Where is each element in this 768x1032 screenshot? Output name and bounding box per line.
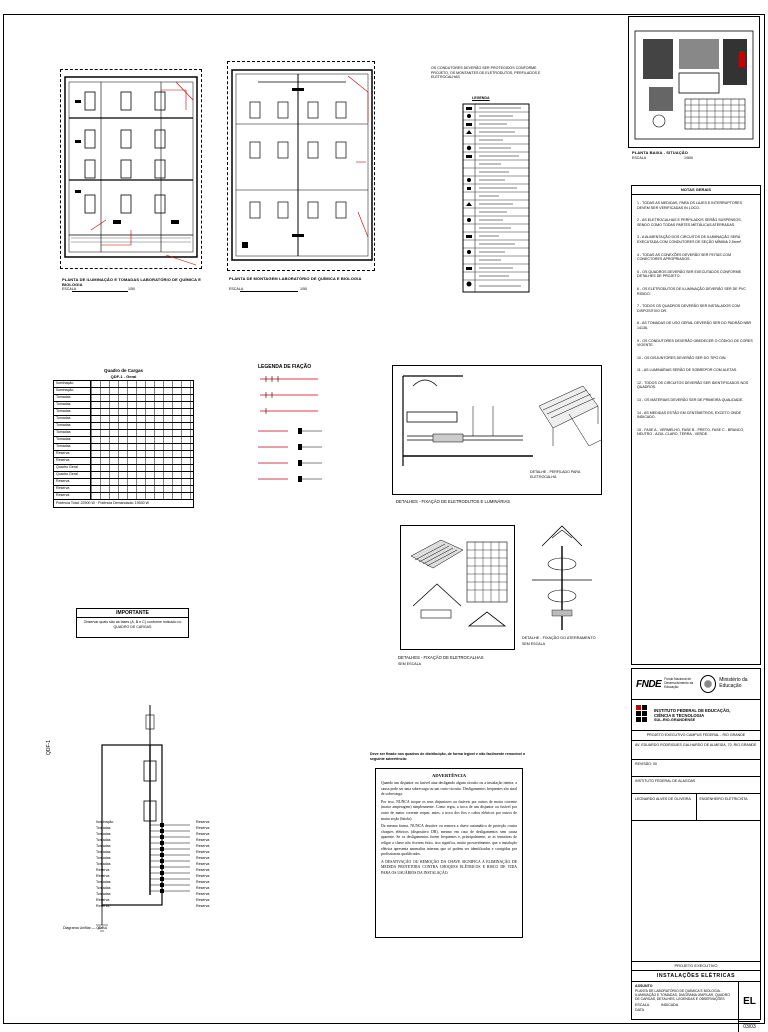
institute-name: INSTITUTO FEDERAL DE EDUCAÇÃO, CIÊNCIA E TECNOLOGIA — [654, 708, 731, 718]
scale-value: INDICADA — [661, 1003, 679, 1008]
load-row-label: Tomadas — [54, 395, 91, 401]
responsible-row — [632, 794, 760, 821]
load-row-label: Tomadas — [54, 444, 91, 450]
drawing-code: EL — [739, 982, 760, 1022]
circuit-label: Tomadas — [96, 826, 111, 830]
diagram-circuits-right — [196, 820, 230, 910]
note-item: 14 - AS MEDIDAS ESTÃO EM CENTÍMETROS, EXCETO ONDE INDICADO. — [637, 410, 741, 420]
circuit-label: Reserva — [196, 832, 210, 836]
mounting-plan-drawing — [228, 62, 376, 272]
project-sector: INSTITUTO FEDERAL DE ALAGOAS — [632, 777, 760, 794]
detail-luminaires-caption: DETALHES - FIXAÇÃO DE ELETRODUTOS E LUMINÁRIAS — [396, 499, 511, 504]
note-item: 2 - AS ELETROCALHAS E PERFILADOS SERÃO SUSPENSOS, SENDO COMO TODAS PARTES METÁLICAS ATERRADAS. — [637, 218, 742, 227]
lighting-plan-scale: 1/50 — [128, 287, 135, 291]
circuit-label: Tomadas — [96, 886, 111, 890]
note-item: 11 - AS LUMINÁRIAS SERÃO DE SOBREPOR COM ALETAS. — [637, 368, 738, 373]
note-item: 15 - FASE A - VERMELHO, FASE B - PRETO, FASE C - BRANCO, NEUTRO - AZUL CLARO, TERRA - VERDE. — [637, 427, 745, 437]
description-text: PLANTA DE LABORATÓRIO DE QUÍMICA E BIOLOGIA - ILUMINAÇÃO E TOMADAS, DIAGRAMA UNIFILAR, QUADRO DE CARGAS, DETALHES, LEGENDAS E OBSERVAÇÕES — [635, 988, 730, 1002]
load-table — [53, 367, 194, 507]
lighting-plan-drawing — [61, 70, 203, 270]
detail-grounding — [522, 520, 602, 635]
circuit-label: Reserva — [196, 844, 210, 848]
circuit-label: Tomadas — [96, 850, 111, 854]
circuit-label: Reserva — [196, 898, 210, 902]
circuit-label: Iluminação — [96, 820, 114, 824]
project-revision: REVISÃO: 00 — [632, 760, 760, 777]
load-row — [54, 472, 193, 479]
site-plan — [628, 16, 760, 148]
notes-title: NOTAS GERAIS — [632, 186, 760, 195]
project-stage: PROJETO EXECUTIVO — [632, 962, 760, 972]
load-row — [54, 493, 193, 500]
notes-list — [632, 195, 760, 451]
circuit-label: Reserva — [196, 820, 210, 824]
circuit-label: Tomadas — [96, 892, 111, 896]
fnde-logo: FNDE — [636, 678, 662, 690]
important-title: IMPORTANTE — [77, 609, 188, 618]
warning-intro: Deve ser fixado nos quadros de distribuição, de forma legível e não facilmente removível o seguinte advertência: — [370, 752, 526, 761]
circuit-label: Tomadas — [96, 832, 111, 836]
circuit-label: Tomadas — [96, 838, 111, 842]
load-table-title: Quadro de Cargas — [103, 368, 143, 373]
load-row-label: Reserva — [54, 493, 91, 499]
detail-grounding-caption: DETALHE - FIXAÇÃO DO ATERRAMENTO — [522, 636, 596, 640]
note-item: 8 - AS TOMADAS DE USO GERAL DEVERÃO SER DO PADRÃO NBR 14136. — [637, 321, 752, 330]
load-row-label: Iluminação — [54, 381, 91, 387]
general-notes — [631, 185, 761, 665]
detail-perfilado-caption: DETALHE - PERFILADO PARA ELETROCALHA — [530, 470, 581, 479]
load-row-label: Quadro Geral — [54, 472, 91, 478]
note-item: 1 - TODAS AS MEDIDAS, PARA OS LAJES E INTERRUPTORES DEVEM SER VERIFICADAS IN LOCO. — [637, 201, 742, 210]
load-row-label: Quadro Geral — [54, 465, 91, 471]
circuit-label: Tomadas — [96, 880, 111, 884]
note-item: 10 - OS DISJUNTORES DEVERÃO SER DO TIPO DIN. — [637, 355, 727, 360]
mounting-plan-scale-line — [240, 291, 298, 292]
note-item: 5 - OS QUADROS DEVERÃO SER EXECUTADOS CONFORME DETALHES DE PROJETO. — [637, 269, 741, 279]
title-block-blank — [632, 821, 760, 962]
load-row — [54, 451, 193, 458]
load-row — [54, 395, 193, 402]
detail-trays-caption: DETALHES - FIXAÇÃO DE ELETROCALHAS — [398, 655, 484, 660]
circuit-label: Reserva — [196, 868, 210, 872]
responsible-role: ENGENHEIRO ELETRICISTA — [699, 796, 748, 801]
circuit-label: Reserva — [196, 880, 210, 884]
load-row — [54, 486, 193, 493]
load-row — [54, 381, 193, 388]
circuit-label: Reserva — [196, 874, 210, 878]
detail-grounding-scale: SEM ESCALA — [522, 642, 545, 646]
load-table-grid — [53, 380, 194, 508]
circuit-label: Reserva — [196, 838, 210, 842]
detail-trays — [400, 525, 515, 650]
circuit-label: Reserva — [96, 898, 110, 902]
detail-grounding-drawing — [522, 520, 602, 635]
load-row — [54, 402, 193, 409]
note-item: 4 - TODAS AS CONEXÕES DEVERÃO SER FEITAS COM CONECTORES APROPRIADOS. — [637, 252, 732, 262]
load-row — [54, 458, 193, 465]
circuit-label: Reserva — [96, 874, 110, 878]
load-row — [54, 479, 193, 486]
diagram-footer: Diagrama Unifilar — QDF-1 — [63, 926, 108, 930]
circuit-label: Reserva — [96, 904, 110, 908]
scale-label: ESCALA — [635, 1003, 650, 1008]
site-plan-drawing — [629, 17, 761, 149]
legend-intro: OS CONDUTORES DEVERÃO SER PROTEGIDOS CONFORME PROJETO, OS MONTANTES DE ELETRODUTOS, PERFILADOS E ELETROCALHAS — [431, 66, 541, 80]
note-item: 7 - TODOS OS QUADROS DEVERÃO SER INSTALADOS COM DISPOSITIVO DR. — [637, 304, 741, 313]
load-table-footer: Potência Total: 22900 W · Potência Demandada: 19530 W — [56, 501, 150, 505]
load-row-label: Tomadas — [54, 430, 91, 436]
important-box — [76, 608, 189, 638]
note-item: 6 - OS ELETRODUTOS DE ILUMINAÇÃO DEVERÃO SER DE PVC RÍGIDO. — [637, 286, 746, 296]
load-row-label: Reserva — [54, 451, 91, 457]
warning-p3: Da mesma forma, NUNCA desative ou remova a chave automática de proteção contra choques elétricos (dispositivo DR), mesmo em caso de desligamentos sem causa aparente. Se os desligamentos forem frequentes e, principalmente, se as tentativas de religar a chave não tiverem êxito, isso significa, muito provavelmente, que a instalação elétrica apresenta anomalias internas que só podem ser identificadas e corrigidas por profissionais qualificados. — [381, 824, 517, 857]
interconnection-symbols — [258, 375, 328, 495]
detail-trays-drawing — [401, 526, 516, 651]
circuit-label: Reserva — [196, 904, 210, 908]
mounting-plan-scale-label: ESCALA — [229, 287, 244, 291]
site-plan-scale-label: ESCALA — [632, 156, 647, 160]
diagram-side-label: QDF-1 — [46, 740, 52, 755]
mounting-plan-scale: 1/50 — [300, 287, 307, 291]
warning-box — [375, 768, 523, 938]
detail-trays-scale: SEM ESCALA — [398, 662, 421, 666]
note-item: 12 - TODOS OS CIRCUITOS DEVERÃO SER IDENTIFICADOS NOS QUADROS. — [637, 380, 749, 390]
project-line: PROJETO EXECUTIVO CAMPUS FEDERAL - RIO GRANDE — [632, 731, 760, 741]
load-row — [54, 423, 193, 430]
circuit-label: Reserva — [196, 892, 210, 896]
site-plan-scale: 1/500 — [684, 156, 693, 160]
load-row — [54, 444, 193, 451]
note-item: 13 - OS MATERIAIS DEVERÃO SER DE PRIMEIRA QUALIDADE. — [637, 398, 744, 403]
interconnection-title: LEGENDA DE FIAÇÃO — [258, 364, 312, 370]
load-row-label: Reserva — [54, 458, 91, 464]
load-row-label: Tomadas — [54, 402, 91, 408]
load-row — [54, 409, 193, 416]
if-logo-icon — [636, 705, 650, 725]
description-row — [632, 982, 760, 1032]
load-row — [54, 430, 193, 437]
ministry-text: Ministério da Educação — [719, 677, 748, 689]
load-row-label: Tomadas — [54, 416, 91, 422]
load-row-label: Tomadas — [54, 409, 91, 415]
warning-title: ADVERTÊNCIA — [431, 773, 467, 778]
title-block — [631, 668, 761, 1031]
diagram-circuits-left — [96, 820, 128, 910]
legend-table — [463, 104, 529, 294]
warning-p2: Por isso, NUNCA troque os seus disjuntores ou fusíveis por outros de maior corrente (maior amperagem) simplesmente. Como regra, a troca de um disjuntor ou fusível por outro de maior corrente requer, antes, a troca dos fios e cabos elétricos por outros de maior seção (bitola). — [381, 799, 517, 821]
institute-sub: SUL-RIO-GRANDENSE — [654, 718, 696, 722]
circuit-label: Reserva — [196, 862, 210, 866]
mounting-plan — [227, 61, 375, 271]
load-row — [54, 388, 193, 395]
load-row-label: Iluminação — [54, 388, 91, 394]
note-item: 9 - OS CONDUTORES DEVERÃO OBEDECER O CÓDIGO DE CORES VIGENTE. — [637, 338, 753, 348]
note-item: 3 - A ALIMENTAÇÃO DOS CIRCUITOS DE ILUMINAÇÃO SERÁ EXECUTADA COM CONDUTORES DE SEÇÃO MÍNIMA 2,5mm². — [637, 235, 742, 244]
load-row-label: Tomadas — [54, 423, 91, 429]
load-row-label: Tomadas — [54, 437, 91, 443]
lighting-plan-scale-label: ESCALA — [62, 287, 77, 291]
lighting-plan — [60, 69, 202, 269]
warning-p4: A DESATIVAÇÃO OU REMOÇÃO DA CHAVE SIGNIFICA A ELIMINAÇÃO DE MEDIDA PROTETORA CONTRA CHOQUES ELÉTRICOS E RISCO DE VIDA PARA OS USUÁRIOS DA INSTALAÇÃO. — [381, 859, 517, 875]
load-row-label: Reserva — [54, 479, 91, 485]
circuit-label: Reserva — [196, 886, 210, 890]
brasao-icon — [700, 675, 716, 693]
date-label: DATA — [635, 1007, 645, 1012]
circuit-label: Reserva — [196, 856, 210, 860]
lighting-plan-title: PLANTA DE ILUMINAÇÃO E TOMADAS LABORATÓRIO DE QUÍMICA E BIOLOGIA — [62, 277, 201, 287]
site-plan-title: PLANTA BAIXA - SITUAÇÃO — [632, 150, 688, 155]
project-address: AV. EDUARDO RODRIGUES GALHARDO DE ALMEIDA, 70, RIO GRANDE — [632, 741, 760, 760]
mounting-plan-title: PLANTA DE MONTAGEM LABORATÓRIO DE QUÍMICA E BIOLOGIA — [229, 276, 362, 281]
circuit-label: Tomadas — [96, 856, 111, 860]
responsible-name: LEONARDO ALVES DE OLIVEIRA — [632, 794, 697, 820]
title-block-logos — [632, 669, 760, 700]
legend-title: LEGENDA — [472, 96, 490, 100]
lighting-plan-scale-line — [72, 291, 128, 292]
sheet-number: 03/03 — [743, 1024, 756, 1031]
load-row — [54, 416, 193, 423]
circuit-label: Reserva — [196, 826, 210, 830]
circuit-label: Reserva — [196, 850, 210, 854]
load-row — [54, 465, 193, 472]
fnde-text: Fundo Nacional de Desenvolvimento da Educação — [664, 677, 694, 689]
circuit-label: Reserva — [96, 868, 110, 872]
circuit-label: Tomadas — [96, 862, 111, 866]
institute-row — [632, 700, 760, 731]
circuit-label: Tomadas — [96, 844, 111, 848]
load-row-label: Reserva — [54, 486, 91, 492]
project-discipline: INSTALAÇÕES ELÉTRICAS — [632, 971, 760, 982]
important-text: Observar quais são as fases (A, B e C) conforme indicado no QUADRO DE CARGAS — [83, 620, 182, 629]
load-row — [54, 437, 193, 444]
description-label: ASSUNTO — [635, 984, 653, 989]
warning-p1: Quando um disjuntor ou fusível atua desligando algum circuito ou a instalação inteira, a causa pode ser uma sobrecarga ou um curto-circuito. Desligamentos frequentes são sinal de sobrecarga. — [381, 781, 517, 797]
load-table-subtitle: QDF-1 - Geral — [110, 374, 137, 379]
